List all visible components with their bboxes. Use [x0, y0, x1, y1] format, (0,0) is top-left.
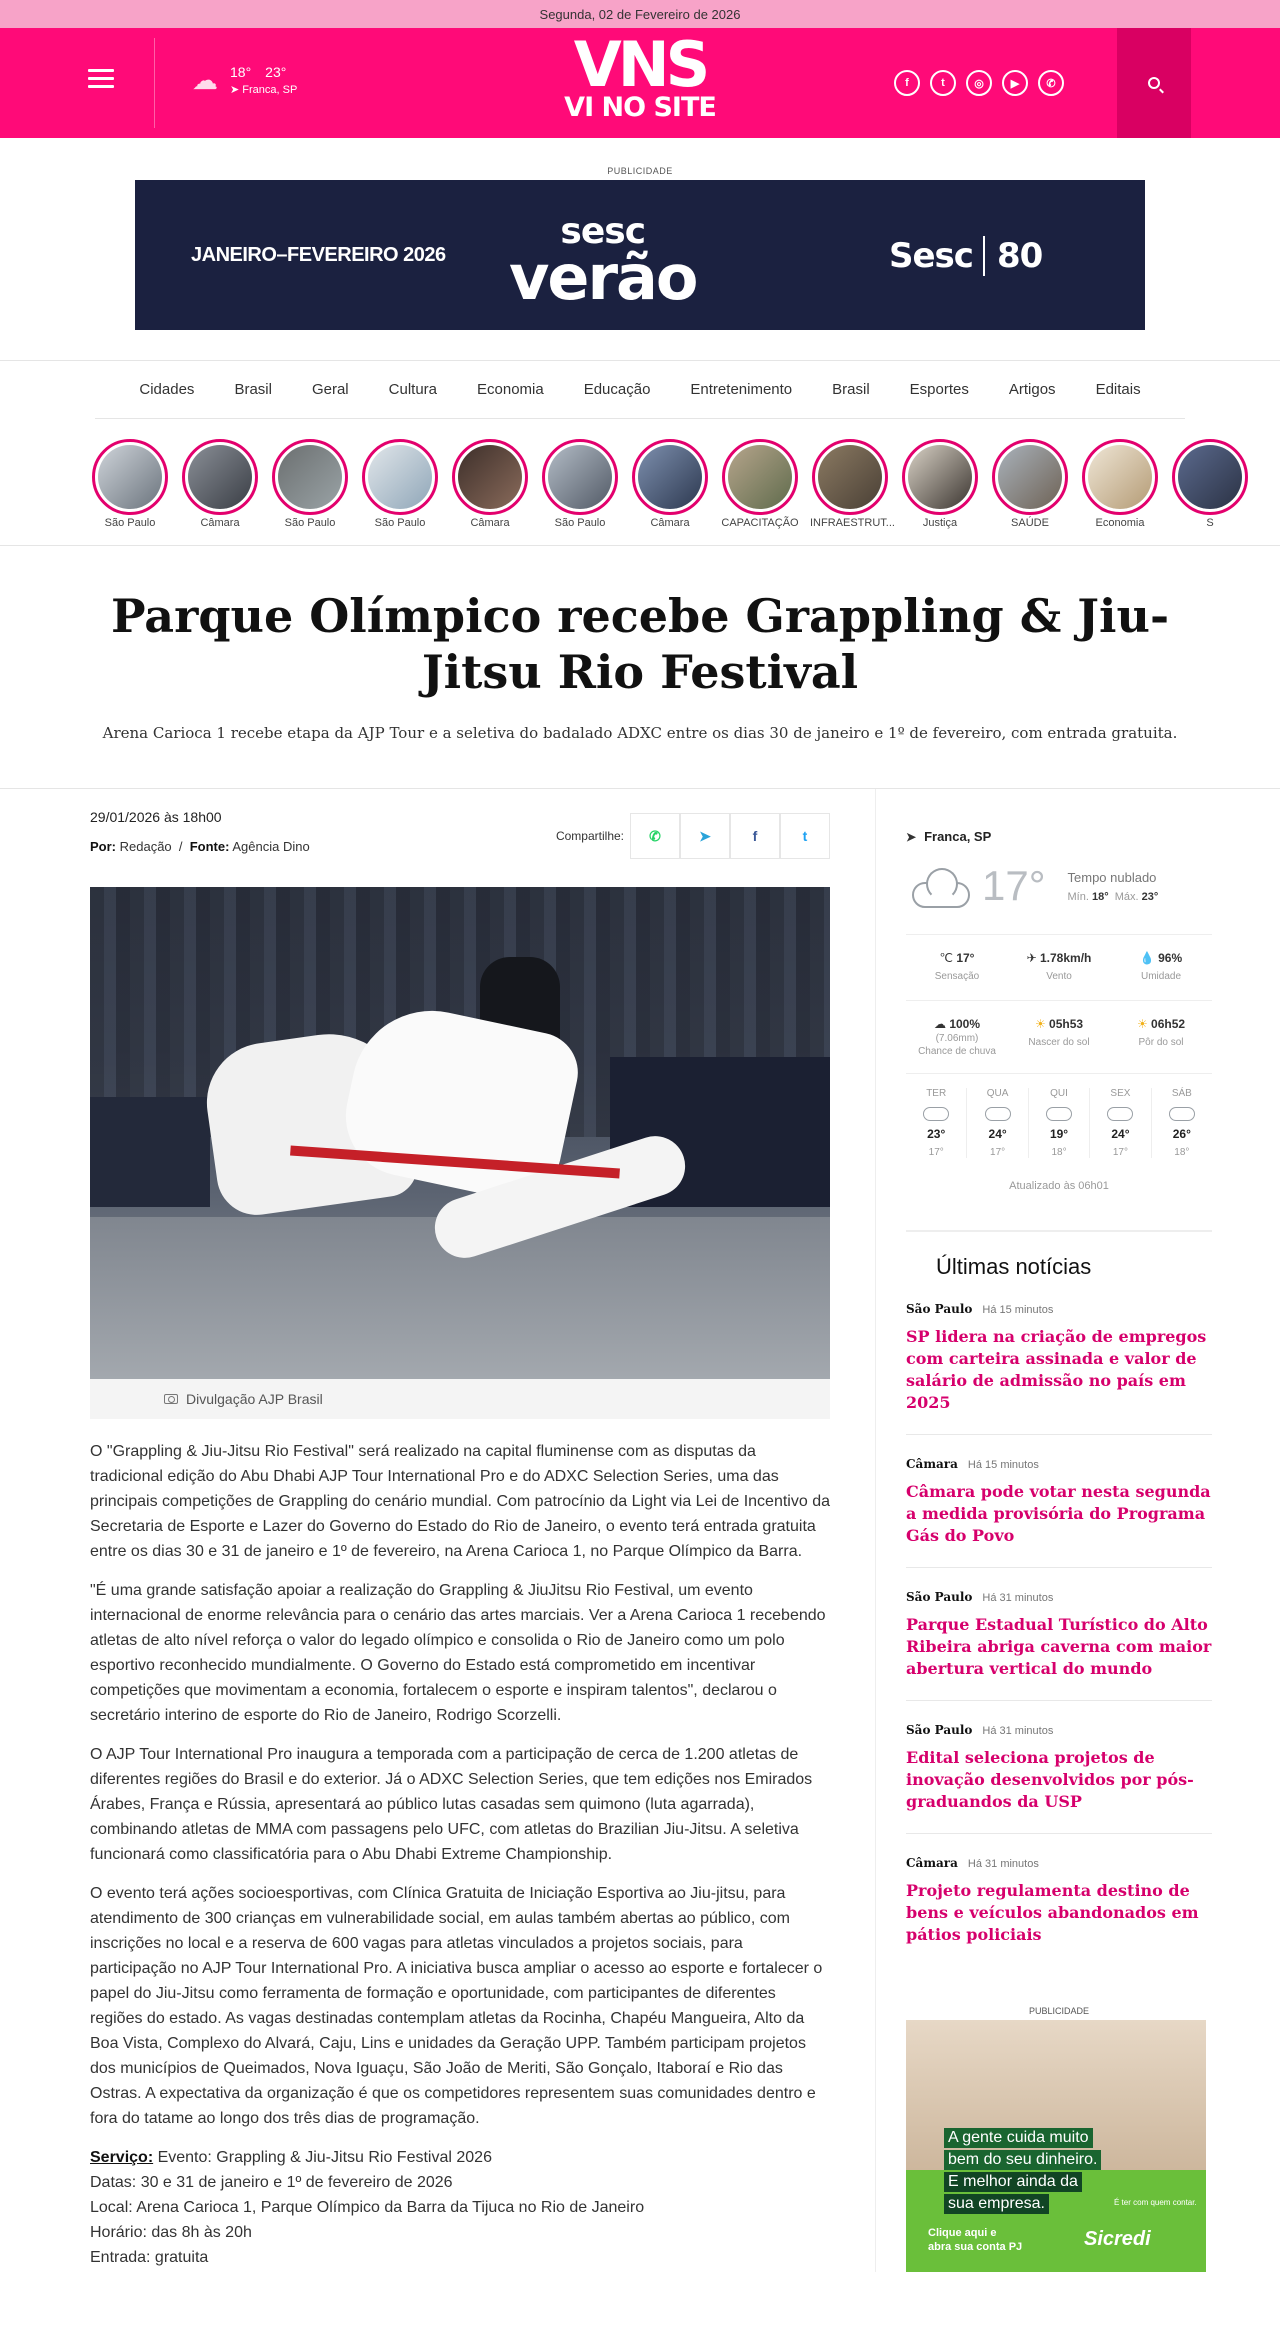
article-meta-row	[90, 809, 830, 859]
weather-details-2	[906, 1000, 1212, 1057]
share-whatsapp-icon[interactable]: ✆	[630, 813, 680, 859]
story-label: INFRAESTRUT...	[810, 517, 895, 529]
source-name: Agência Dino	[232, 839, 310, 854]
news-title[interactable]: SP lidera na criação de empregos com carteira assinada e valor de salário de admissão no país em 2025	[906, 1327, 1207, 1412]
instagram-icon[interactable]: ◎	[966, 70, 992, 96]
nav-item[interactable]: Brasil	[234, 381, 272, 398]
story-item[interactable]	[180, 439, 260, 545]
sidebar	[875, 789, 1212, 2272]
story-label: São Paulo	[374, 517, 426, 529]
forecast-high: 26°	[1172, 1127, 1191, 1141]
forecast-day-name: SÁB	[1171, 1088, 1192, 1099]
current-date: Segunda, 02 de Fevereiro de 2026	[539, 6, 741, 22]
droplet-icon: 💧	[1139, 951, 1159, 965]
nav-item[interactable]: Cultura	[388, 381, 437, 398]
share-label: Compartilhe:	[555, 829, 624, 843]
article-photo[interactable]	[90, 887, 830, 1379]
weather-location	[906, 829, 1212, 844]
sunrise	[1008, 1017, 1110, 1057]
facebook-icon[interactable]: f	[894, 70, 920, 96]
forecast-day-name: QUI	[1050, 1088, 1068, 1099]
news-item[interactable]	[906, 1701, 1212, 1834]
weather-description: Tempo nublado	[1067, 869, 1157, 885]
ad-date-text: JANEIRO–FEVEREIRO 2026	[191, 244, 446, 266]
nav-item[interactable]: Educação	[583, 381, 651, 398]
news-title[interactable]: Câmara pode votar nesta segunda a medida provisória do Programa Gás do Povo	[906, 1482, 1211, 1545]
weather-location-text: Franca, SP	[924, 829, 992, 844]
service-entry: Entrada: gratuita	[90, 2249, 209, 2266]
forecast-day	[906, 1088, 967, 1158]
service-info	[90, 2145, 830, 2270]
sunset-label: Pôr do sol	[1138, 1037, 1184, 1048]
main-nav	[95, 361, 1185, 419]
logo-mark: VNS	[573, 28, 707, 101]
news-time: Há 31 minutos	[967, 1858, 1039, 1870]
news-time: Há 15 minutos	[967, 1459, 1039, 1471]
forecast-day	[967, 1088, 1028, 1158]
forecast-day-name: TER	[926, 1088, 947, 1099]
side-ad-brand: Sicredi	[1084, 2228, 1151, 2250]
story-label: São Paulo	[554, 517, 606, 529]
search-button[interactable]	[1117, 28, 1191, 138]
camera-icon	[164, 1394, 178, 1404]
current-temp: 17°	[982, 862, 1046, 909]
story-item[interactable]	[270, 439, 350, 545]
share-facebook-icon[interactable]: f	[730, 813, 780, 859]
forecast-high: 24°	[988, 1127, 1007, 1141]
forecast-day	[1029, 1088, 1090, 1158]
news-title[interactable]: Edital seleciona projetos de inovação desenvolvidos por pós-graduandos da USP	[906, 1748, 1194, 1811]
nav-item[interactable]: Brasil	[832, 381, 870, 398]
side-ad-line: E melhor ainda da	[944, 2172, 1082, 2192]
weather-details	[906, 934, 1212, 982]
service-event: Evento: Grappling & Jiu-Jitsu Rio Festival 2026	[153, 2149, 492, 2166]
side-ad-banner[interactable]	[906, 2020, 1206, 2272]
min-temp: 18°	[1091, 890, 1109, 903]
side-ad-line: A gente cuida muito	[944, 2128, 1093, 2148]
ad-label: PUBLICIDADE	[607, 166, 673, 176]
forecast-low: 17°	[990, 1147, 1006, 1158]
news-title[interactable]: Parque Estadual Turístico do Alto Ribeira abriga caverna com maior abertura vertical do mundo	[906, 1615, 1212, 1678]
top-ad-banner[interactable]	[135, 180, 1145, 330]
site-header	[0, 28, 1280, 138]
stories-strip	[90, 419, 1214, 545]
weather-minmax	[1068, 891, 1159, 903]
article-header	[0, 545, 1280, 789]
service-dates: Datas: 30 e 31 de janeiro e 1º de fevereiro de 2026	[90, 2174, 453, 2191]
forecast-high: 23°	[927, 1127, 946, 1141]
sunrise-icon: ☀	[1034, 1017, 1050, 1031]
ad-verao-text: verão	[509, 241, 697, 314]
news-category[interactable]: São Paulo	[906, 1723, 973, 1737]
side-ad-line: bem do seu dinheiro.	[944, 2150, 1101, 2170]
search-icon	[1148, 77, 1160, 89]
story-label: São Paulo	[104, 517, 156, 529]
author-label: Por:	[90, 839, 116, 854]
news-category[interactable]: Câmara	[906, 1856, 958, 1870]
whatsapp-icon[interactable]: ✆	[1038, 70, 1064, 96]
news-time: Há 31 minutos	[982, 1725, 1054, 1737]
story-item[interactable]	[1170, 439, 1250, 545]
logo-text: VI NO SITE	[564, 92, 716, 123]
article-subtitle: Arena Carioca 1 recebe etapa da AJP Tour e a seletiva do badalado ADXC entre os dias 30 de janeiro e 1º de fevereiro, com entrada gratuita.	[102, 724, 1178, 742]
ad-brand-sesc: Sesc	[889, 236, 973, 276]
article-body	[90, 1439, 830, 2270]
rain-chance-label: Chance de chuva	[918, 1046, 996, 1057]
news-item[interactable]	[906, 1834, 1212, 1966]
sunset-value: 06h52	[1151, 1017, 1186, 1031]
sunrise-label: Nascer do sol	[1028, 1037, 1090, 1048]
article-date: 29/01/2026 às 18h00	[90, 809, 222, 825]
header-temp-min: 18°	[230, 64, 252, 80]
news-category[interactable]: Câmara	[906, 1457, 958, 1471]
article-body-column	[90, 789, 830, 2272]
ad-brand	[889, 236, 1042, 276]
thermometer-icon: ℃	[939, 951, 957, 965]
cloud-icon	[912, 868, 970, 904]
news-category[interactable]: São Paulo	[906, 1590, 973, 1604]
rain-cloud-icon	[1046, 1107, 1072, 1121]
feels-like-value: 17°	[956, 951, 975, 965]
rain-icon: ☁	[933, 1017, 950, 1031]
forecast-high: 19°	[1049, 1127, 1069, 1141]
nav-item[interactable]: Artigos	[1008, 381, 1056, 398]
story-label: SAÚDE	[1011, 517, 1049, 529]
story-item[interactable]	[810, 439, 895, 545]
sunset	[1110, 1017, 1212, 1057]
news-item[interactable]	[906, 1280, 1212, 1435]
story-label: Câmara	[470, 517, 510, 529]
story-item[interactable]	[990, 439, 1070, 545]
share-bar	[556, 813, 830, 859]
nav-item[interactable]: Editais	[1095, 381, 1141, 398]
story-label: São Paulo	[284, 517, 336, 529]
weather-forecast	[906, 1073, 1212, 1158]
rain-cloud-icon	[1107, 1107, 1133, 1121]
latest-news-title: Últimas notícias	[906, 1230, 1212, 1280]
main-content	[0, 789, 1280, 2272]
sunset-icon: ☀	[1136, 1017, 1152, 1031]
feels-like-label: Sensação	[934, 971, 980, 982]
article-title: Parque Olímpico recebe Grappling & Jiu-Jitsu Rio Festival	[110, 589, 1170, 699]
cloud-icon: ☁	[192, 64, 218, 95]
story-label: Câmara	[200, 517, 240, 529]
weather-current	[906, 862, 1212, 910]
forecast-low: 18°	[1051, 1147, 1067, 1158]
news-item[interactable]	[906, 1435, 1212, 1568]
wind-label: Vento	[1046, 971, 1072, 982]
location-arrow-icon: ➤	[230, 84, 243, 96]
news-time: Há 15 minutos	[982, 1304, 1054, 1316]
news-title[interactable]: Projeto regulamenta destino de bens e veículos abandonados em pátios policiais	[906, 1881, 1199, 1944]
top-date-bar	[0, 0, 1280, 28]
min-label: Mín.	[1067, 890, 1089, 903]
story-item[interactable]	[360, 439, 440, 545]
side-ad-line: sua empresa.	[944, 2194, 1049, 2214]
forecast-low: 18°	[1174, 1147, 1190, 1158]
wind	[1008, 951, 1110, 982]
story-label: Economia	[1095, 517, 1145, 529]
humidity	[1110, 951, 1212, 982]
story-label: Justiça	[922, 517, 958, 529]
humidity-label: Umidade	[1140, 971, 1182, 982]
rain-cloud-icon	[985, 1107, 1011, 1121]
side-ad-cta-line: abra sua conta PJ	[928, 2241, 1023, 2253]
forecast-day-name: QUA	[986, 1088, 1009, 1099]
story-item[interactable]	[540, 439, 620, 545]
ad-sesc-text: sesc	[560, 211, 646, 252]
humidity-value: 96%	[1158, 951, 1183, 965]
author-name: Redação	[119, 839, 172, 854]
service-hours: Horário: das 8h às 20h	[90, 2224, 252, 2241]
story-item[interactable]	[90, 439, 170, 545]
menu-icon[interactable]	[88, 69, 114, 91]
paragraph: O "Grappling & Jiu-Jitsu Rio Festival" será realizado na capital fluminense com as disputas da tradicional edição do Abu Dhabi AJP Tour International Pro e do ADXC Selection Series, uma das principais competições de Grappling do cenário mundial. Com patrocínio da Light via Lei de Incentivo da Secretaria de Esporte e Lazer do Governo do Estado do Rio de Janeiro, o evento terá entrada gratuita entre os dias 30 e 31 de janeiro e 1º de fevereiro, na Arena Carioca 1, no Parque Olímpico da Barra.	[90, 1443, 830, 1560]
photo-caption	[90, 1379, 830, 1419]
header-weather[interactable]	[192, 64, 297, 96]
max-label: Máx.	[1114, 890, 1139, 903]
main-nav-wrapper	[0, 360, 1280, 545]
sunrise-value: 05h53	[1049, 1017, 1084, 1031]
ad-title	[509, 211, 697, 314]
source-label: Fonte:	[189, 839, 230, 854]
share-twitter-icon[interactable]: t	[780, 813, 830, 859]
nav-item[interactable]: Economia	[477, 381, 544, 398]
rain-cloud-icon	[1169, 1107, 1195, 1121]
caption-text: Divulgação AJP Brasil	[186, 1391, 323, 1407]
forecast-day-name: SEX	[1110, 1088, 1131, 1099]
article-meta	[90, 809, 310, 854]
ad-brand-80: 80	[983, 236, 1042, 276]
rain-chance-value: 100%	[949, 1017, 981, 1031]
news-category[interactable]: São Paulo	[906, 1302, 973, 1316]
rain-amount: (7.06mm)	[935, 1033, 979, 1044]
paragraph: "É uma grande satisfação apoiar a realização do Grappling & JiuJitsu Rio Festival, um evento internacional de enorme relevância para o cenário das artes marciais. Ver a Arena Carioca 1 recebendo atletas de alto nível reforça o valor do legado olímpico e consolida o Rio de Janeiro como um polo esportivo reconhecido mundialmente. O Governo do Estado está comprometido em incentivar competições que movimentam a economia, fortalecem o esporte e inspiram talentos", declarou o secretário interino de esporte do Rio de Janeiro, Rodrigo Scorzelli.	[90, 1582, 826, 1724]
header-divider	[154, 38, 155, 128]
service-heading: Serviço:	[90, 2149, 154, 2166]
story-item[interactable]	[720, 439, 800, 545]
location-arrow-icon: ➤	[906, 829, 917, 844]
twitter-icon[interactable]: t	[930, 70, 956, 96]
header-temp-max: 23°	[265, 64, 287, 80]
rain-chance	[906, 1017, 1008, 1057]
service-location: Local: Arena Carioca 1, Parque Olímpico da Barra da Tijuca no Rio de Janeiro	[90, 2199, 645, 2216]
forecast-low: 17°	[1112, 1147, 1128, 1158]
story-item[interactable]	[630, 439, 710, 545]
news-item[interactable]	[906, 1568, 1212, 1701]
forecast-day	[1152, 1088, 1212, 1158]
weather-updated: Atualizado às 06h01	[1009, 1180, 1109, 1192]
header-weather-location: Franca, SP	[242, 84, 298, 96]
story-item[interactable]	[450, 439, 530, 545]
side-ad-tagline: É ter com quem contar.	[1114, 2198, 1197, 2207]
forecast-low: 17°	[928, 1147, 944, 1158]
nav-item[interactable]: Cidades	[139, 381, 195, 398]
article-author-line: Por: Redação / Fonte: Agência Dino	[90, 839, 310, 854]
rain-cloud-icon	[923, 1107, 949, 1121]
social-links	[894, 70, 1064, 96]
forecast-day	[1090, 1088, 1151, 1158]
share-telegram-icon[interactable]: ➤	[680, 813, 730, 859]
youtube-icon[interactable]: ▶	[1002, 70, 1028, 96]
story-label: CAPACITAÇÃO	[721, 517, 799, 529]
side-ad-cta-line: Clique aqui e	[928, 2227, 997, 2239]
nav-item[interactable]: Entretenimento	[690, 381, 793, 398]
site-logo[interactable]	[564, 28, 716, 123]
nav-item[interactable]: Geral	[311, 381, 349, 398]
paragraph: O evento terá ações socioesportivas, com Clínica Gratuita de Iniciação Esportiva ao Jiu-jitsu, para atendimento de 300 crianças em vulnerabilidade social, em aulas também abertas ao público, com inscrições no local e a reserva de 600 vagas para atletas vinculados a projetos sociais, para participação no AJP Tour International Pro. A iniciativa busca ampliar o acesso ao esporte e fortalecer o papel do Jiu-Jitsu como ferramenta de formação e oportunidade, com participantes de diferentes regiões do estado. As vagas destinadas contemplam atletas da Rocinha, Chapéu Mangueira, Alto da Boa Vista, Complexo do Alvará, Caju, Lins e unidades da Geração UPP. Também participam projetos dos municípios de Queimados, Nova Iguaçu, São João de Meriti, São Gonçalo, Itaboraí e Rio das Ostras. A expectativa da organização é que os competidores representem suas comunidades dentro e fora do tatame ao longo dos três dias de programação.	[90, 1885, 823, 2127]
forecast-high: 24°	[1111, 1127, 1130, 1141]
story-item[interactable]	[900, 439, 980, 545]
feels-like	[906, 951, 1008, 982]
nav-item[interactable]: Esportes	[909, 381, 969, 398]
story-label: S	[1206, 517, 1214, 529]
wind-value: 1.78km/h	[1040, 951, 1092, 965]
story-item[interactable]	[1080, 439, 1160, 545]
paragraph: O AJP Tour International Pro inaugura a temporada com a participação de cerca de 1.200 atletas de diferentes regiões do Brasil e do exterior. Já o ADXC Selection Series, que tem edições nos Emirados Árabes, França e Rússia, apresentará ao público lutas casadas sem quimono (luta agarrada), combinando atletas de MMA com passagens pelo UFC, com atletas do Brazilian Jiu-Jitsu. A seletiva funcionará como classificatória para o Abu Dhabi Extreme Championship.	[90, 1746, 813, 1863]
side-ad-cta[interactable]	[928, 2226, 1022, 2254]
news-time: Há 31 minutos	[982, 1592, 1054, 1604]
side-ad-label: PUBLICIDADE	[1028, 2006, 1090, 2016]
max-temp: 23°	[1141, 890, 1159, 903]
wind-icon: ✈	[1026, 951, 1040, 965]
story-label: Câmara	[650, 517, 690, 529]
